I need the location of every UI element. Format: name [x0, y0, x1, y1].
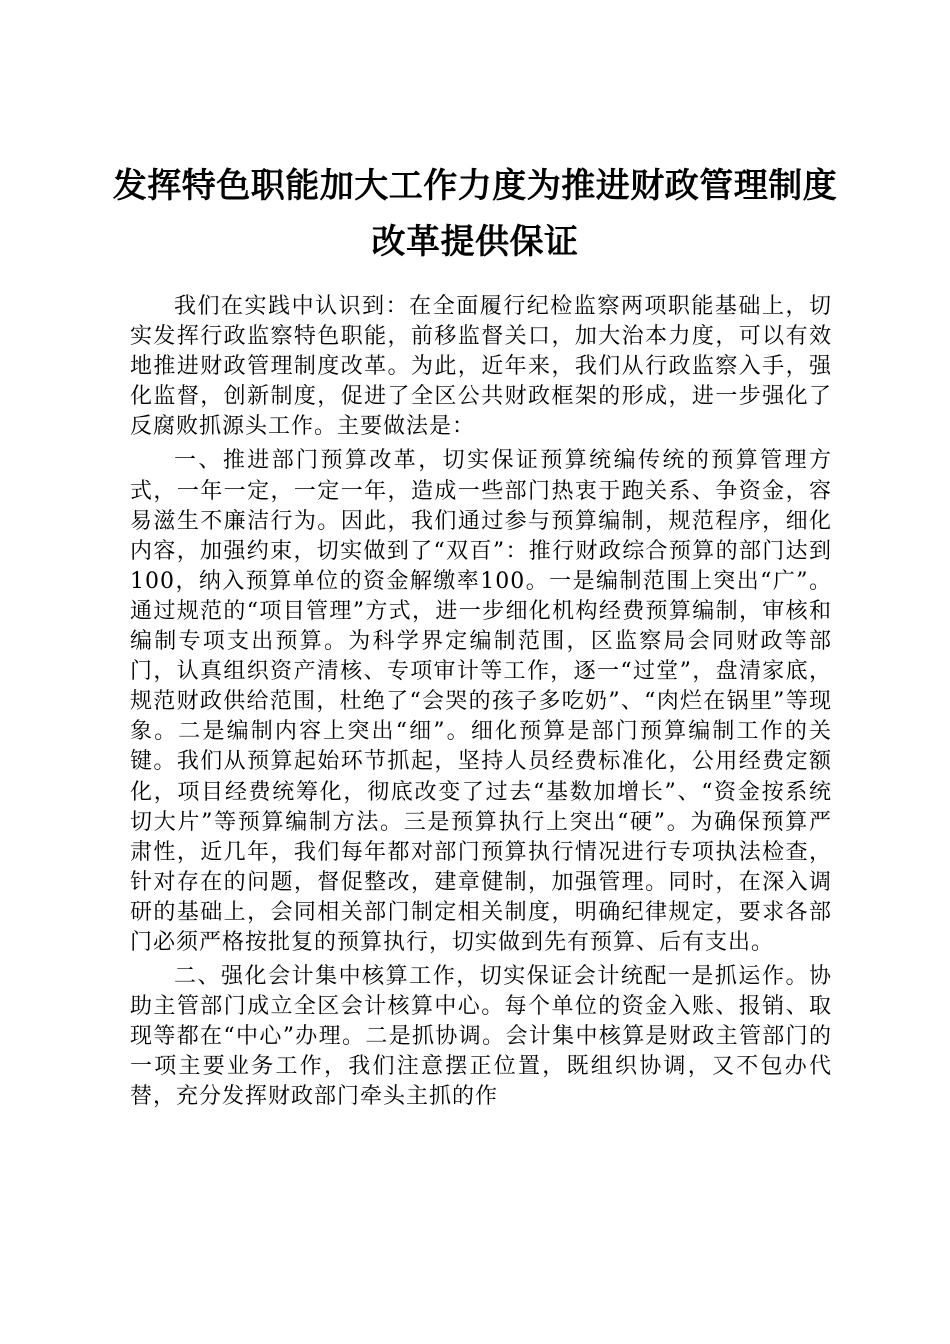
- document-title: 发挥特色职能加大工作力度为推进财政管理制度改革提供保证: [112, 166, 838, 262]
- paragraph-intro: 我们在实践中认识到：在全面履行纪检监察两项职能基础上，切实发挥行政监察特色职能，前移监督关口，加大治本力度，可以有效地推进财政管理制度改革。为此，近年来，我们从行政监察入手，强化监督，创新制度，促进了全区公共财政框架的形成，进一步强化了反腐败抓源头工作。主要做法是：: [130, 294, 832, 440]
- paragraph-section-2: 二、强化会计集中核算工作，切实保证会计统配一是抓运作。协助主管部门成立全区会计核算中心。每个单位的资金入账、报销、取现等都在“中心”办理。二是抓协调。会计集中核算是财政主管部门的一项主要业务工作，我们注意摆正位置，既组织协调，又不包办代替，充分发挥财政部门牵头主抓的作: [130, 964, 832, 1110]
- document-body: [130, 292, 832, 1113]
- paragraph-section-1: 一、推进部门预算改革，切实保证预算统编传统的预算管理方式，一年一定，一定一年，造成一些部门热衷于跑关系、争资金，容易滋生不廉洁行为。因此，我们通过参与预算编制，规范程序，细化内容，加强约束，切实做到了“双百”：推行财政综合预算的部门达到100，纳入预算单位的资金解缴率100。一是编制范围上突出“广”。通过规范的“项目管理”方式，进一步细化机构经费预算编制，审核和编制专项支出预算。为科学界定编制范围，区监察局会同财政等部门，认真组织资产清核、专项审计等工作，逐一“过堂”，盘清家底，规范财政供给范围，杜绝了“会哭的孩子多吃奶”、“肉烂在锅里”等现象。二是编制内容上突出“细”。细化预算是部门预算编制工作的关键。我们从预算起始环节抓起，坚持人员经费标准化，公用经费定额化，项目经费统筹化，彻底改变了过去“基数加增长”、“资金按系统切大片”等预算编制方法。三是预算执行上突出“硬”。为确保预算严肃性，近几年，我们每年都对部门预算执行情况进行专项执法检查，针对存在的问题，督促整改，建章健制，加强管理。同时，在深入调研的基础上，会同相关部门制定相关制度，明确纪律规定，要求各部门必须严格按批复的预算执行，切实做到先有预算、后有支出。: [130, 448, 832, 955]
